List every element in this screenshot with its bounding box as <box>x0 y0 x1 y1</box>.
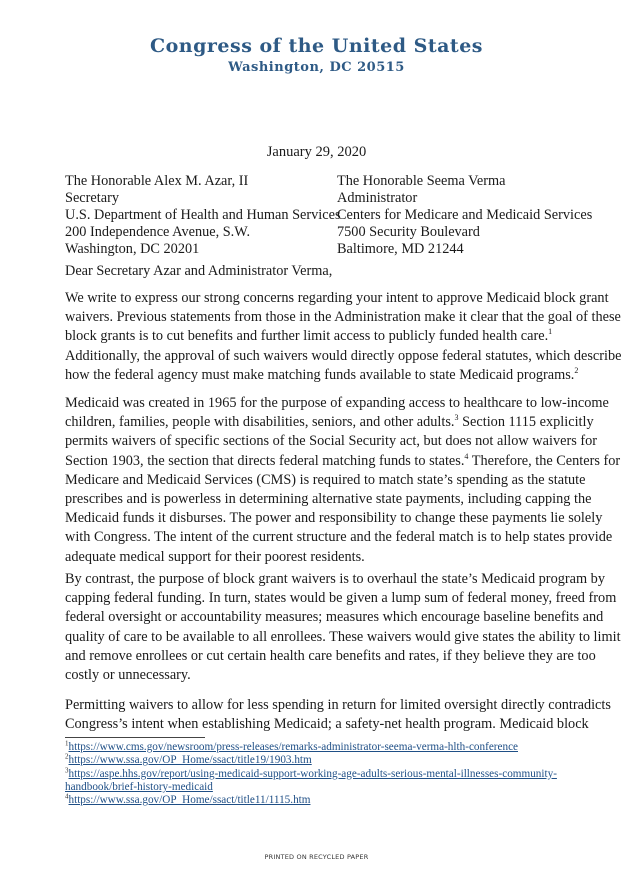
footnote-number: 1 <box>65 739 69 748</box>
text-run: waivers. Previous statements from those in the Administration make it clear that the goal of these <box>65 309 621 326</box>
recycled-paper-footer: PRINTED ON RECYCLED PAPER <box>264 853 369 861</box>
footnote-reference: 2 <box>574 366 579 376</box>
recipient-address-left <box>65 173 341 258</box>
paragraph-line <box>65 715 611 734</box>
footnote <box>65 741 557 754</box>
footnotes <box>65 741 557 807</box>
text-run: prescribes and is powerless in determining alternative state payments, including capping the <box>65 491 592 508</box>
salutation: Dear Secretary Azar and Administrator Verma, <box>65 263 333 279</box>
paragraph-line <box>65 490 620 509</box>
paragraph-line <box>65 509 620 528</box>
footnote-divider <box>65 737 205 738</box>
text-run: block grants is to cut benefits and further limit access to publicly funded health care. <box>65 328 549 345</box>
address-line: Washington, DC 20201 <box>65 241 200 257</box>
paragraph-line <box>65 666 621 685</box>
paragraph-line <box>65 589 621 608</box>
body-paragraph <box>65 394 620 567</box>
body-paragraph <box>65 696 611 734</box>
text-run: Medicaid funds it disburses. The power and responsibility to change these payments lie solely <box>65 510 603 527</box>
paragraph-line <box>65 308 622 327</box>
text-run: We write to express our strong concerns regarding your intent to approve Medicaid block grant <box>65 290 609 306</box>
paragraph-line <box>65 548 620 567</box>
footnote-reference: 3 <box>454 413 459 423</box>
letter-date: January 29, 2020 <box>266 144 367 160</box>
paragraph-line <box>65 696 611 715</box>
body-paragraph <box>65 289 622 385</box>
address-line: Baltimore, MD 21244 <box>337 241 464 257</box>
text-run: Section 1903, the section that directs federal matching funds to states. <box>65 452 465 469</box>
text-run: adequate medical support for their poorest residents. <box>65 548 365 565</box>
text-run: By contrast, the purpose of block grant waivers is to overhaul the state’s Medicaid program by <box>65 571 605 587</box>
text-run: federal oversight or accountability measures; measures which encourage baseline benefits and <box>65 609 604 626</box>
footnote <box>65 765 557 795</box>
text-run: with Congress. The intent of the current structure and the federal match is to help states provide <box>65 529 613 546</box>
footnote-link[interactable]: https://www.ssa.gov/OP_Home/ssact/title11/1115.htm <box>68 794 311 807</box>
text-run: permits waivers of specific sections of the Social Security act, but does not allow waivers for <box>65 433 598 450</box>
footnote-number: 3 <box>65 765 69 774</box>
address-line: Administrator <box>337 190 418 206</box>
letterhead-address: Washington, DC 20515 <box>228 60 405 75</box>
text-run: Medicaid was created in 1965 for the purpose of expanding access to healthcare to low-income <box>65 395 609 411</box>
text-run: Permitting waivers to allow for less spending in return for limited oversight directly contradicts <box>65 697 611 713</box>
text-run: Medicare and Medicaid Services (CMS) is required to match state’s spending as the statute <box>65 471 586 488</box>
letterhead-title: Congress of the United States <box>150 35 483 57</box>
address-line: Secretary <box>65 190 119 206</box>
paragraph-line <box>65 452 620 471</box>
paragraph-line <box>65 413 620 432</box>
paragraph-line <box>65 570 621 589</box>
text-run: quality of care to be available to all enrollees. These waivers would give states the ability to limit <box>65 628 621 645</box>
address-line: The Honorable Alex M. Azar, II <box>65 173 249 189</box>
text-run: Congress’s intent when establishing Medicaid; a safety-net health program. Medicaid block <box>65 716 589 733</box>
footnote-number: 2 <box>65 752 69 761</box>
text-run: and remove enrollees or cut certain health care benefits and rates, if they believe they are too <box>65 647 596 664</box>
paragraph-line <box>65 628 621 647</box>
paragraph-line <box>65 347 622 366</box>
paragraph-line <box>65 528 620 547</box>
paragraph-line <box>65 471 620 490</box>
text-run: capping federal funding. In turn, states would be given a lump sum of federal money, freed from <box>65 590 617 607</box>
paragraph-line <box>65 432 620 451</box>
text-run: costly or unnecessary. <box>65 667 191 684</box>
recipient-address-right <box>337 173 592 258</box>
address-line: 7500 Security Boulevard <box>337 224 480 240</box>
footnote-reference: 1 <box>548 327 553 337</box>
paragraph-line <box>65 394 620 413</box>
footnote-link-continued[interactable]: handbook/brief-history-medicaid <box>65 780 213 793</box>
address-line: The Honorable Seema Verma <box>337 173 506 189</box>
text-run: Section 1115 explicitly <box>458 414 594 431</box>
footnote <box>65 754 557 767</box>
footnote-link[interactable]: https://aspe.hhs.gov/report/using-medicaid-support-working-age-adults-serious-mental-illnesses-community- <box>68 767 557 780</box>
paragraph-line <box>65 647 621 666</box>
paragraph-line <box>65 289 622 308</box>
text-run: Therefore, the Centers for <box>468 452 621 469</box>
footnote-number: 4 <box>65 792 69 801</box>
body-paragraph <box>65 570 621 685</box>
footnote-link[interactable]: https://www.cms.gov/newsroom/press-releases/remarks-administrator-seema-verma-hlth-conference <box>68 741 518 753</box>
paragraph-line <box>65 366 622 385</box>
text-run: children, families, people with disabilities, seniors, and other adults. <box>65 414 455 431</box>
text-run: Additionally, the approval of such waivers would directly oppose federal statutes, which describe <box>65 347 622 364</box>
paragraph-line <box>65 608 621 627</box>
paragraph-line <box>65 327 622 346</box>
footnote <box>65 794 557 807</box>
address-line: 200 Independence Avenue, S.W. <box>65 224 251 240</box>
address-line: Centers for Medicare and Medicaid Services <box>337 207 593 223</box>
footnote-link[interactable]: https://www.ssa.gov/OP_Home/ssact/title19/1903.htm <box>68 754 312 767</box>
address-line: U.S. Department of Health and Human Services <box>65 207 341 223</box>
footnote-reference: 4 <box>464 451 469 461</box>
text-run: how the federal agency must make matching funds available to state Medicaid programs. <box>65 366 575 383</box>
